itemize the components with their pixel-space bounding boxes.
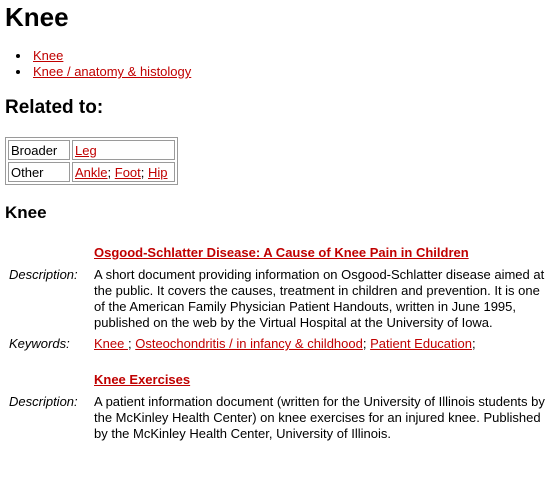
section-heading: Knee: [5, 203, 47, 222]
related-links-broader: [72, 140, 175, 160]
related-link-foot[interactable]: Foot: [114, 164, 141, 180]
related-links-other: [72, 162, 175, 182]
related-heading: Related to:: [5, 97, 104, 118]
page-title: Knee: [5, 2, 69, 32]
separator: ;: [362, 336, 371, 351]
related-link-hip[interactable]: Hip: [148, 164, 168, 180]
keyword-link-knee[interactable]: Knee: [94, 336, 128, 351]
related-label-other: Other: [8, 162, 70, 182]
related-label-broader: Broader: [8, 140, 70, 160]
separator: ;: [140, 164, 149, 180]
entry-title: [94, 371, 553, 389]
description-label: Description:: [9, 394, 78, 409]
separator: ;: [127, 336, 136, 351]
entry-list: [5, 244, 553, 442]
entry-title-link[interactable]: Osgood-Schlatter Disease: A Cause of Knee Pain in Children: [94, 245, 469, 260]
entry-title-link[interactable]: Knee Exercises: [94, 372, 191, 387]
entry-description-row: [5, 394, 553, 442]
related-table: [5, 137, 178, 185]
breadcrumb-link-anatomy-histology[interactable]: Knee / anatomy & histology: [33, 64, 192, 79]
entry: [5, 244, 553, 352]
breadcrumb-item: [31, 64, 191, 80]
entry-description-row: [5, 267, 553, 331]
separator: ;: [107, 164, 115, 180]
description-text: A short document providing information on Osgood-Schlatter disease aimed at the public. It covers the causes, treatment in children and prevention. It is one of the American Family Physician Patient Handouts, written in June 1995, published on the web by the Virtual Hospital at the University of Iowa.: [94, 267, 545, 330]
keywords-trailing: ;: [472, 336, 476, 351]
related-row-broader: [8, 140, 175, 160]
keyword-link-patient-education[interactable]: Patient Education: [370, 336, 472, 351]
breadcrumb-item: [31, 48, 191, 64]
related-row-other: [8, 162, 175, 182]
description-text: A patient information document (written for the University of Illinois students by the McKinley Health Center) on knee exercises for an injured knee. Published by the McKinley Health Center, University of Illinois.: [94, 394, 545, 441]
keywords-label: Keywords:: [9, 336, 70, 351]
related-link-leg[interactable]: Leg: [75, 142, 97, 158]
breadcrumb: [5, 48, 191, 80]
breadcrumb-link-knee[interactable]: Knee: [33, 48, 64, 63]
keywords-list: [94, 336, 549, 352]
keyword-link-osteochondritis[interactable]: Osteochondritis / in infancy & childhood: [135, 336, 363, 351]
entry-keywords-row: [5, 336, 553, 352]
entry-title: [94, 244, 553, 262]
description-label: Description:: [9, 267, 78, 282]
related-link-ankle[interactable]: Ankle: [75, 164, 108, 180]
entry: [5, 371, 553, 442]
